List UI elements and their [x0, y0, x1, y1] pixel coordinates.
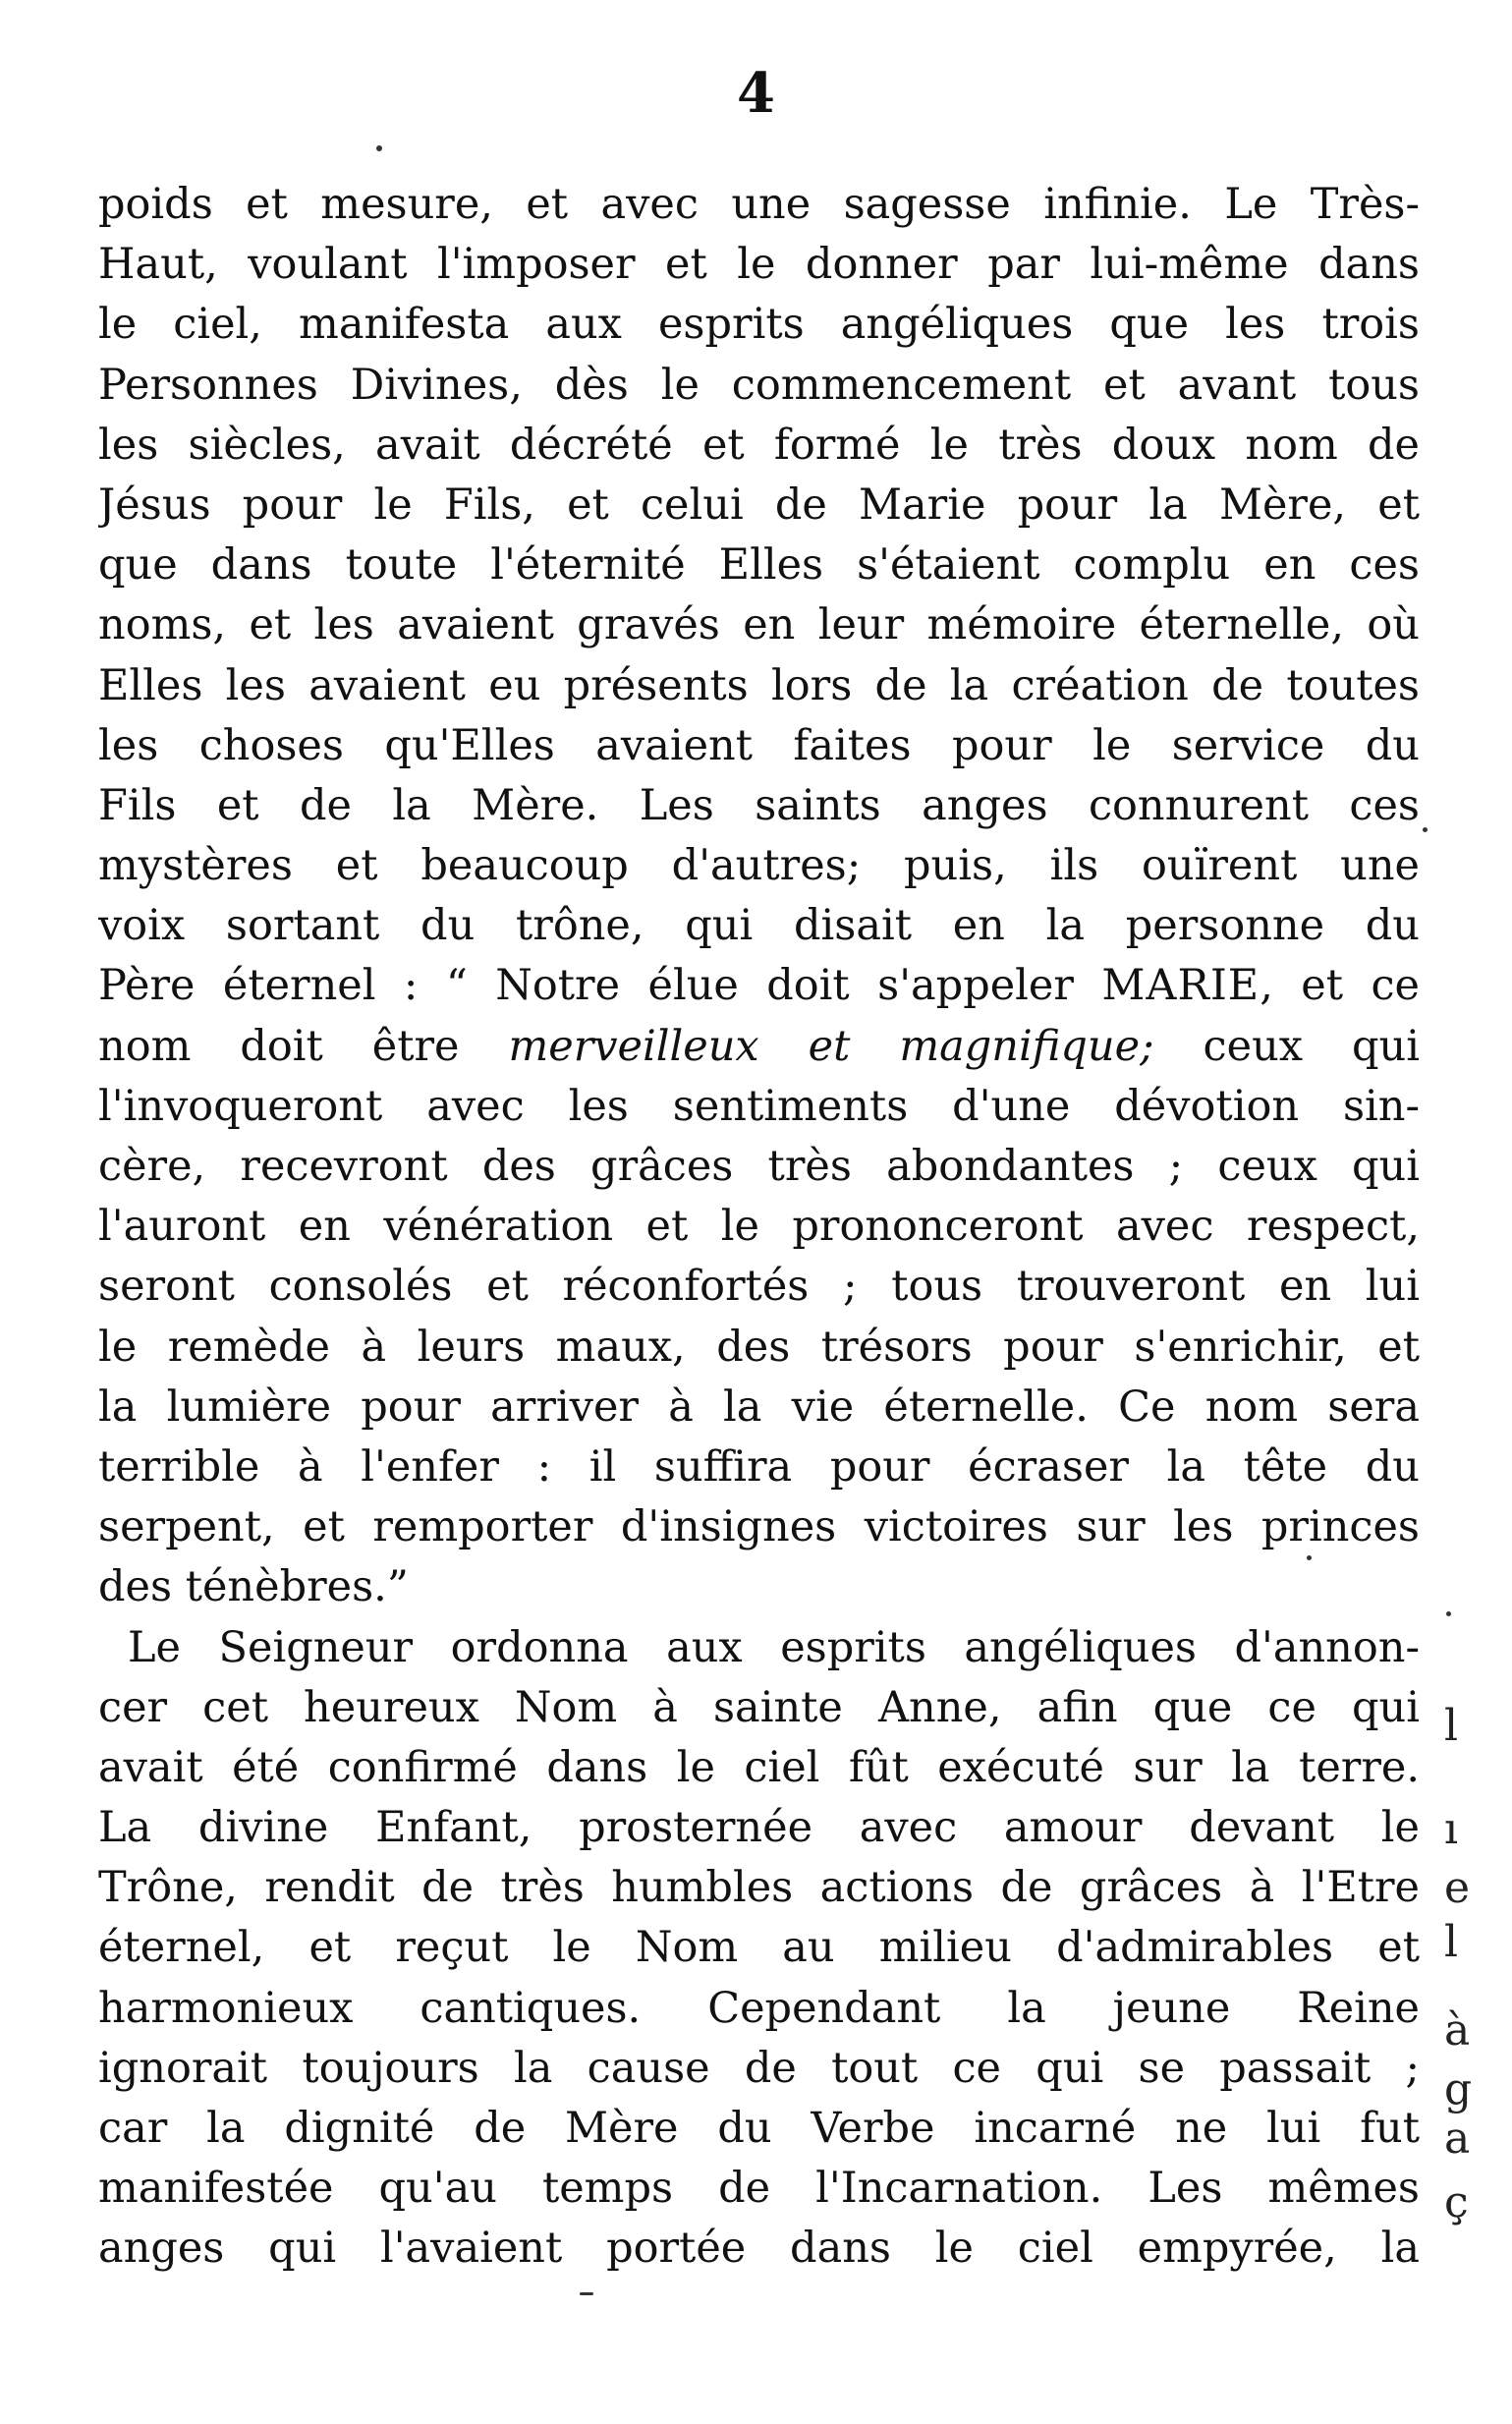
text-line: [98, 2099, 1420, 2159]
text-line-content: la lumière pour arriver à la vie éternelle. Ce nom sera: [98, 1381, 1420, 1432]
text-line-content: poids et mesure, et avec une sagesse infinie. Le Très-: [98, 180, 1420, 229]
text-line: [98, 1678, 1420, 1738]
text-line-content: les choses qu'Elles avaient faites pour le service du: [98, 720, 1420, 770]
text-line-content: l'auront en vénération et le prononceront avec respect,: [98, 1202, 1420, 1252]
text-line: [98, 956, 1420, 1016]
text-line: [98, 1257, 1420, 1317]
text-line-content: Fils et de la Mère. Les saints anges connurent ces: [98, 780, 1420, 830]
text-line-content: noms, et les avaient gravés en leur mémoire éternelle, où: [98, 600, 1420, 650]
margin-char: l: [1444, 1701, 1459, 1751]
text-line-content: l'invoqueront avec les sentiments d'une dévotion sin-: [98, 1081, 1420, 1131]
text-line-content: que dans toute l'éternité Elles s'étaient complu en ces: [98, 540, 1420, 591]
text-line-content: avait été confirmé dans le ciel fût exécuté sur la terre.: [98, 1742, 1420, 1792]
margin-char: à: [1444, 2005, 1471, 2056]
text-line: [98, 595, 1420, 655]
text-line: [98, 1858, 1420, 1918]
text-line-content: Personnes Divines, dès le commencement et avant tous: [98, 360, 1420, 410]
margin-char: e: [1444, 1863, 1471, 1913]
text-line-content: Haut, voulant l'imposer et le donner par lui-même dans: [98, 240, 1420, 290]
text-line-content: harmonieux cantiques. Cependant la jeune Reine: [98, 1983, 1420, 2033]
text-line: [98, 1378, 1420, 1437]
text-line-content: cer cet heureux Nom à sainte Anne, afin que ce qui: [98, 1682, 1420, 1732]
print-speck: [376, 145, 382, 151]
text-line-content: le ciel, manifesta aux esprits angéliques que les trois: [98, 300, 1420, 350]
text-line-content: manifestée qu'au temps de l'Incarnation. Les mêmes: [98, 2164, 1420, 2214]
text-line-content: Jésus pour le Fils, et celui de Marie pour la Mère, et: [98, 479, 1420, 530]
text-line: [98, 2039, 1420, 2099]
text-line: [98, 235, 1420, 295]
text-line-content: serpent, et remporter d'insignes victoires sur les princes: [98, 1502, 1420, 1552]
text-line-content: ignorait toujours la cause de tout ce qui se passait ;: [98, 2043, 1420, 2093]
page-number: 4: [737, 61, 775, 126]
text-line: [98, 1017, 1420, 1077]
text-line-content: Le Seigneur ordonna aux esprits angéliques d'annon-: [128, 1622, 1420, 1672]
text-line: [98, 1318, 1420, 1378]
margin-char: ı: [1444, 1804, 1459, 1854]
text-line-content: éternel, et reçut le Nom au milieu d'admirables et: [98, 1923, 1420, 1973]
text-line-content: voix sortant du trône, qui disait en la personne du: [98, 901, 1420, 951]
text-line: [98, 1077, 1420, 1137]
margin-char: a: [1444, 2114, 1471, 2164]
text-line: [98, 1979, 1420, 2039]
text-line: [98, 1197, 1420, 1257]
text-line: [98, 656, 1420, 716]
text-line: [98, 776, 1420, 836]
margin-char: ç: [1444, 2177, 1469, 2227]
text-line-content: Père éternel : “ Notre élue doit s'appeler MARIE, et ce: [98, 961, 1420, 1011]
text-line: [98, 836, 1420, 896]
text-line: [98, 416, 1420, 476]
text-line: [98, 1137, 1420, 1197]
text-line: [98, 896, 1420, 956]
text-line-content: Trône, rendit de très humbles actions de grâces à l'Etre: [98, 1863, 1420, 1913]
text-line: [98, 536, 1420, 595]
print-speck: [1423, 827, 1428, 832]
text-line-content: anges qui l'avaient portée dans le ciel empyrée, la: [98, 2224, 1420, 2274]
text-line-content: terrible à l'enfer : il suffira pour écraser la tête du: [98, 1441, 1420, 1492]
text-line: [98, 1798, 1420, 1858]
text-line: [98, 2219, 1420, 2279]
text-line: [98, 1738, 1420, 1798]
text-line-content: car la dignité de Mère du Verbe incarné ne lui fut: [98, 2104, 1420, 2153]
text-line: [98, 1918, 1420, 1978]
text-line: [98, 716, 1420, 776]
text-line: [98, 2159, 1420, 2219]
margin-char: g: [1444, 2064, 1473, 2114]
print-speck: [580, 2292, 593, 2295]
text-line: [98, 175, 1420, 235]
text-line-content: mystères et beaucoup d'autres; puis, ils ouïrent une: [98, 841, 1420, 891]
text-line: [98, 1618, 1420, 1678]
text-line-content: nom doit être merveilleux et magnifique; ceux qui: [98, 1021, 1420, 1071]
text-line: [98, 295, 1420, 355]
text-line: [98, 356, 1420, 416]
margin-char: l: [1444, 1917, 1459, 1967]
text-line-content: seront consolés et réconfortés ; tous trouveront en lui: [98, 1262, 1420, 1312]
text-line-content: cère, recevront des grâces très abondantes ; ceux qui: [98, 1142, 1420, 1191]
text-line-content: les siècles, avait décrété et formé le très doux nom de: [98, 420, 1420, 470]
text-line-content: des ténèbres.”: [98, 1562, 409, 1612]
print-speck: [1307, 1555, 1312, 1560]
body-text: [98, 175, 1420, 2280]
text-line: [98, 476, 1420, 536]
print-speck: [1446, 1611, 1451, 1616]
text-line: [98, 1497, 1420, 1557]
text-line-content: Elles les avaient eu présents lors de la création de toutes: [98, 660, 1420, 710]
text-line: [98, 1557, 1420, 1617]
text-line-content: le remède à leurs maux, des trésors pour s'enrichir, et: [98, 1322, 1420, 1372]
text-line: [98, 1437, 1420, 1497]
text-line-content: La divine Enfant, prosternée avec amour devant le: [98, 1803, 1420, 1853]
